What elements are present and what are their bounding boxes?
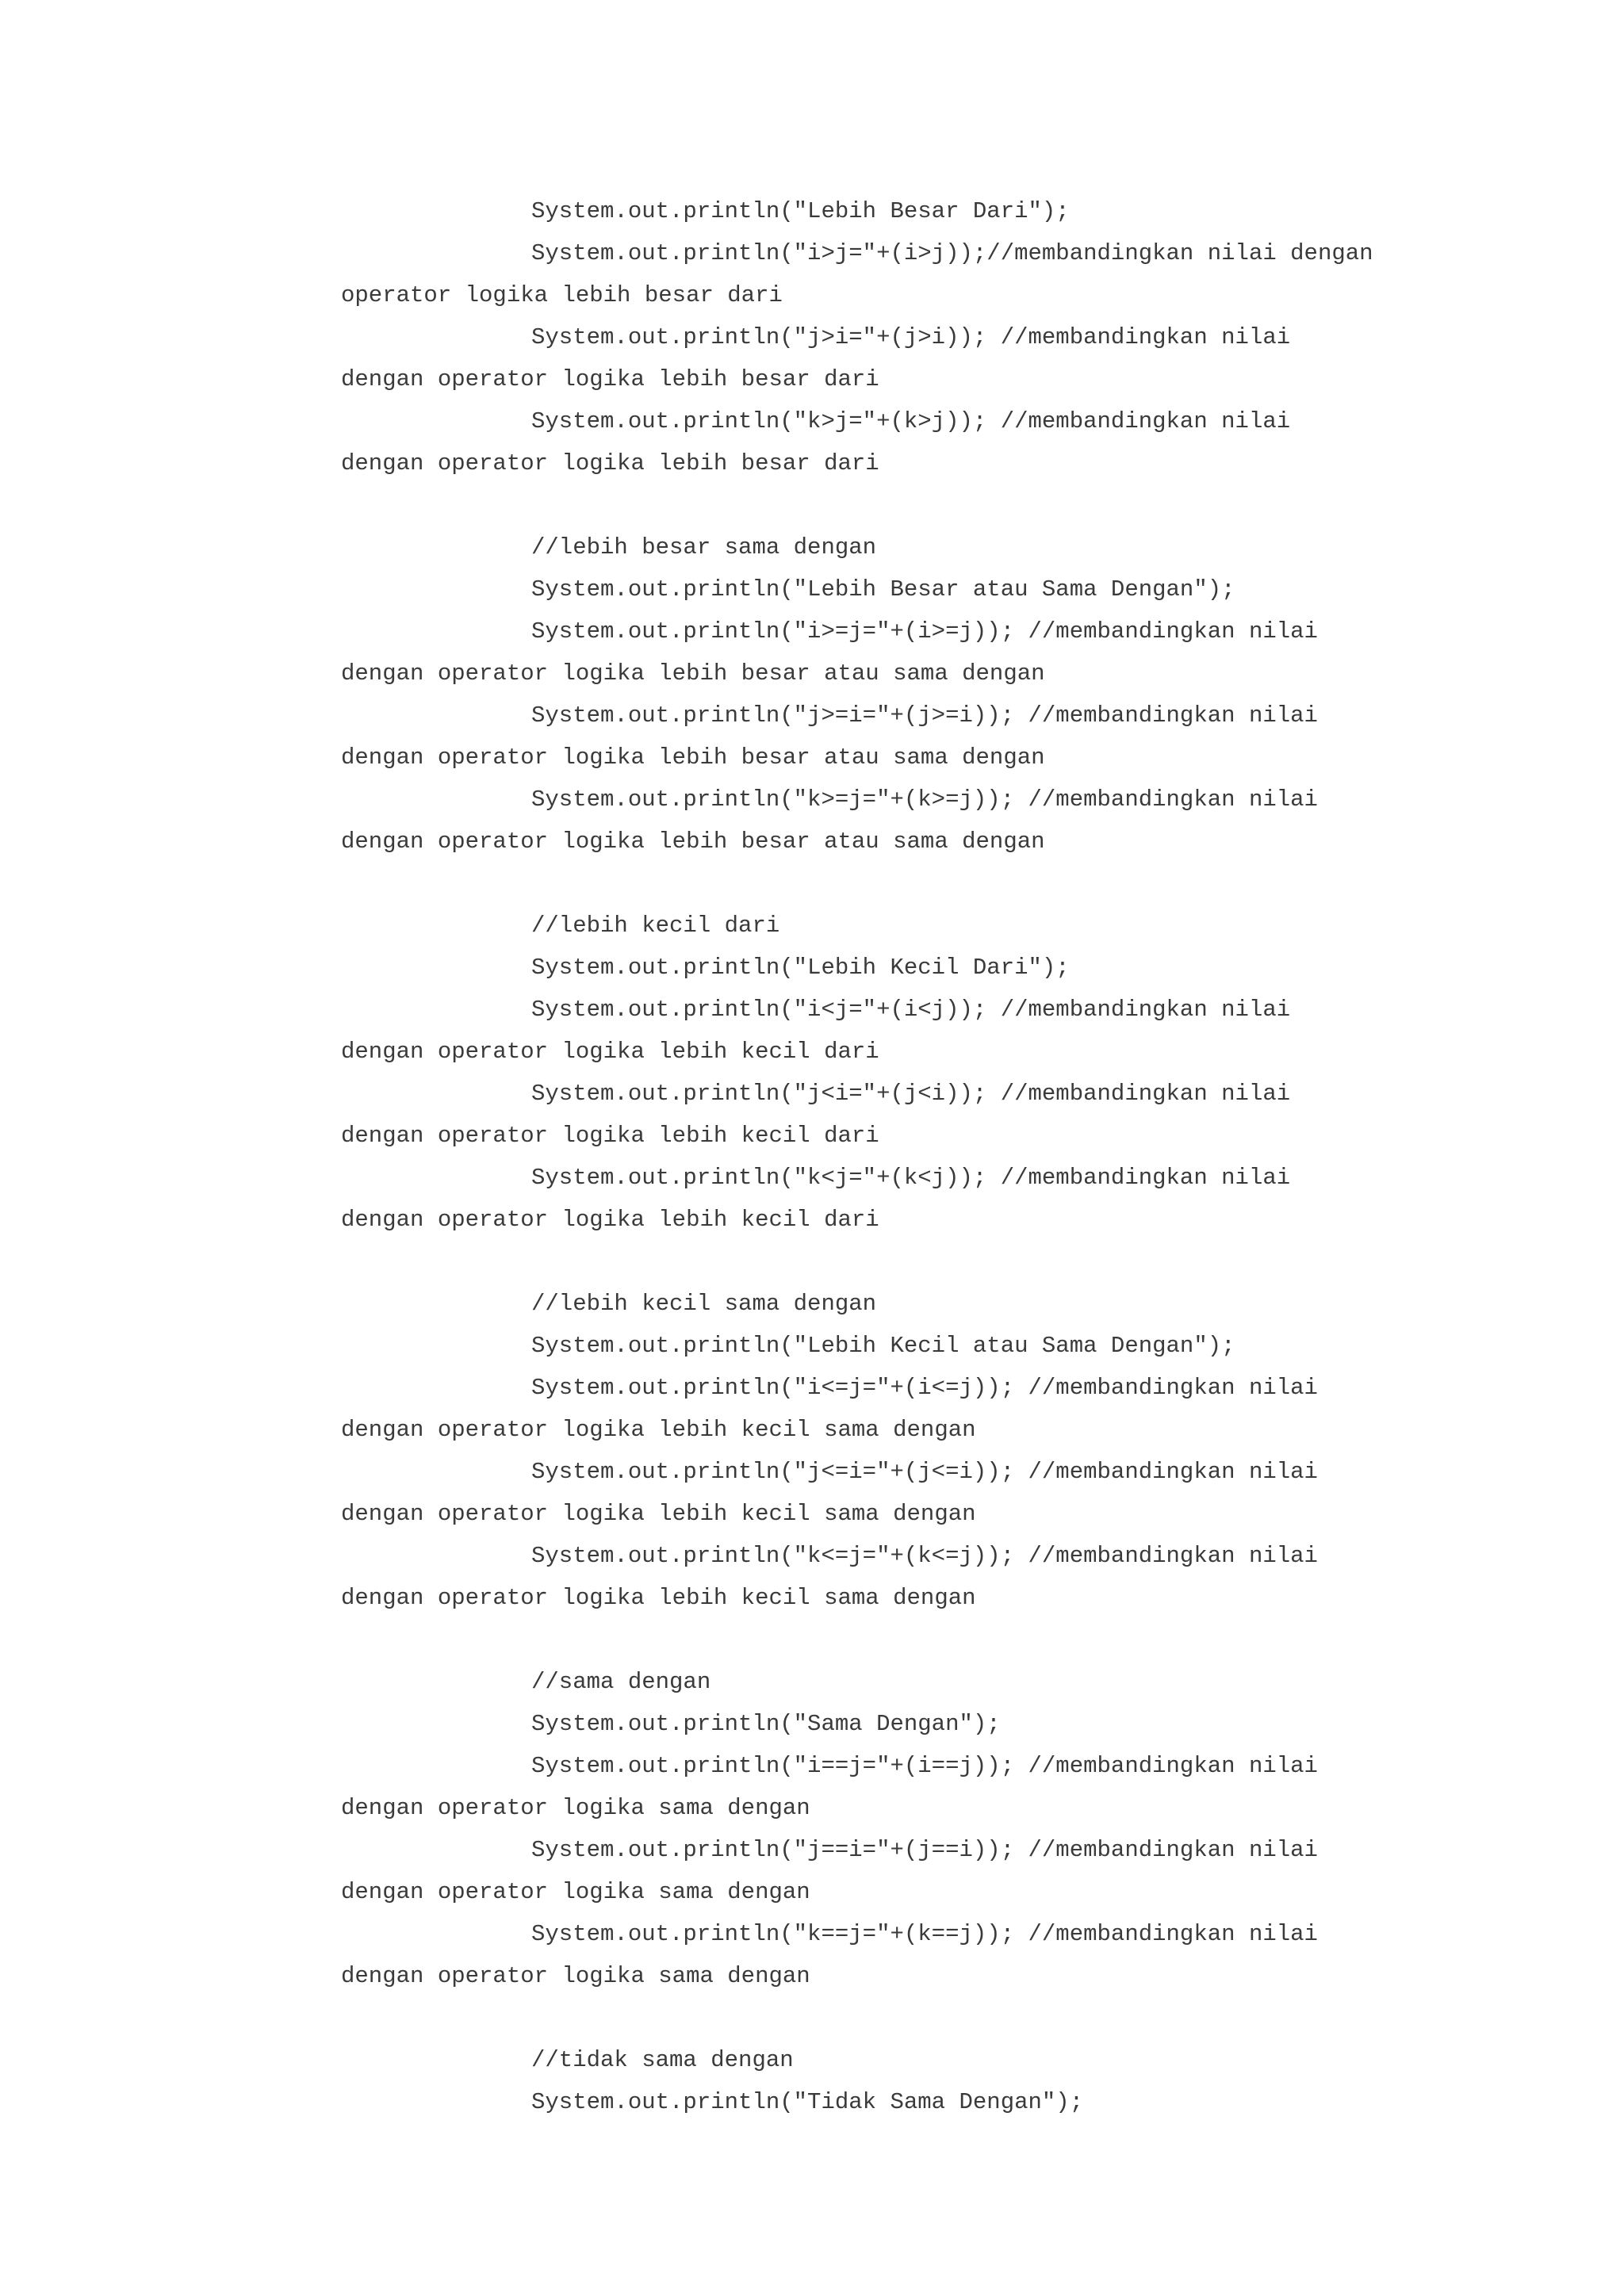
code-line: System.out.println("j<=i="+(j<=i)); //membandingkan nilai [531, 1459, 1318, 1485]
code-comment-line: //tidak sama dengan [531, 2047, 794, 2073]
code-line: System.out.println("k>j="+(k>j)); //membandingkan nilai [531, 408, 1291, 434]
code-line: operator logika lebih besar dari [341, 282, 783, 308]
blank-line [341, 484, 1562, 526]
code-line: dengan operator logika lebih besar atau sama dengan [341, 660, 1045, 687]
code-line: dengan operator logika lebih kecil dari [341, 1123, 879, 1149]
code-line: System.out.println("i>=j="+(i>=j)); //membandingkan nilai [531, 618, 1318, 645]
code-line: dengan operator logika lebih kecil dari [341, 1207, 879, 1233]
code-line: System.out.println("Lebih Besar Dari"); [531, 198, 1070, 224]
code-line: System.out.println("k>=j="+(k>=j)); //membandingkan nilai [531, 786, 1318, 813]
blank-line [341, 1241, 1562, 1283]
code-line: System.out.println("Lebih Kecil atau Sama Dengan"); [531, 1333, 1235, 1359]
code-line: dengan operator logika sama dengan [341, 1963, 810, 1989]
code-line: dengan operator logika lebih besar atau sama dengan [341, 828, 1045, 855]
code-comment-line: //lebih kecil dari [531, 913, 780, 939]
code-line: System.out.println("j<i="+(j<i)); //membandingkan nilai [531, 1081, 1291, 1107]
code-line: dengan operator logika lebih besar dari [341, 450, 879, 476]
code-line: dengan operator logika lebih kecil dari [341, 1039, 879, 1065]
code-line: System.out.println("Lebih Kecil Dari"); [531, 955, 1070, 981]
code-line: System.out.println("Tidak Sama Dengan"); [531, 2089, 1084, 2115]
code-comment-line: //sama dengan [531, 1669, 711, 1695]
code-line: dengan operator logika lebih kecil sama dengan [341, 1501, 976, 1527]
code-line: dengan operator logika lebih kecil sama dengan [341, 1585, 976, 1611]
code-line: System.out.println("i<j="+(i<j)); //membandingkan nilai [531, 997, 1291, 1023]
blank-line [341, 863, 1562, 905]
code-line: dengan operator logika lebih besar dari [341, 366, 879, 392]
code-line: System.out.println("j>=i="+(j>=i)); //membandingkan nilai [531, 702, 1318, 729]
code-line: System.out.println("j>i="+(j>i)); //membandingkan nilai [531, 324, 1291, 350]
code-line: System.out.println("j==i="+(j==i)); //membandingkan nilai [531, 1837, 1318, 1863]
blank-line [341, 1997, 1562, 2039]
code-line: System.out.println("Sama Dengan"); [531, 1711, 1001, 1737]
code-line: dengan operator logika lebih besar atau sama dengan [341, 744, 1045, 771]
code-line: System.out.println("i<=j="+(i<=j)); //membandingkan nilai [531, 1375, 1318, 1401]
code-line: System.out.println("i>j="+(i>j));//membandingkan nilai dengan [531, 240, 1373, 266]
code-line: dengan operator logika lebih kecil sama dengan [341, 1417, 976, 1443]
code-listing [341, 190, 1562, 2123]
blank-line [341, 1619, 1562, 1661]
code-line: dengan operator logika sama dengan [341, 1879, 810, 1905]
code-comment-line: //lebih besar sama dengan [531, 534, 877, 561]
code-line: System.out.println("k<j="+(k<j)); //membandingkan nilai [531, 1165, 1291, 1191]
code-comment-line: //lebih kecil sama dengan [531, 1291, 877, 1317]
code-line: System.out.println("Lebih Besar atau Sama Dengan"); [531, 576, 1235, 603]
code-line: System.out.println("k==j="+(k==j)); //membandingkan nilai [531, 1921, 1318, 1947]
code-line: System.out.println("i==j="+(i==j)); //membandingkan nilai [531, 1753, 1318, 1779]
code-line: dengan operator logika sama dengan [341, 1795, 810, 1821]
code-line: System.out.println("k<=j="+(k<=j)); //membandingkan nilai [531, 1543, 1318, 1569]
